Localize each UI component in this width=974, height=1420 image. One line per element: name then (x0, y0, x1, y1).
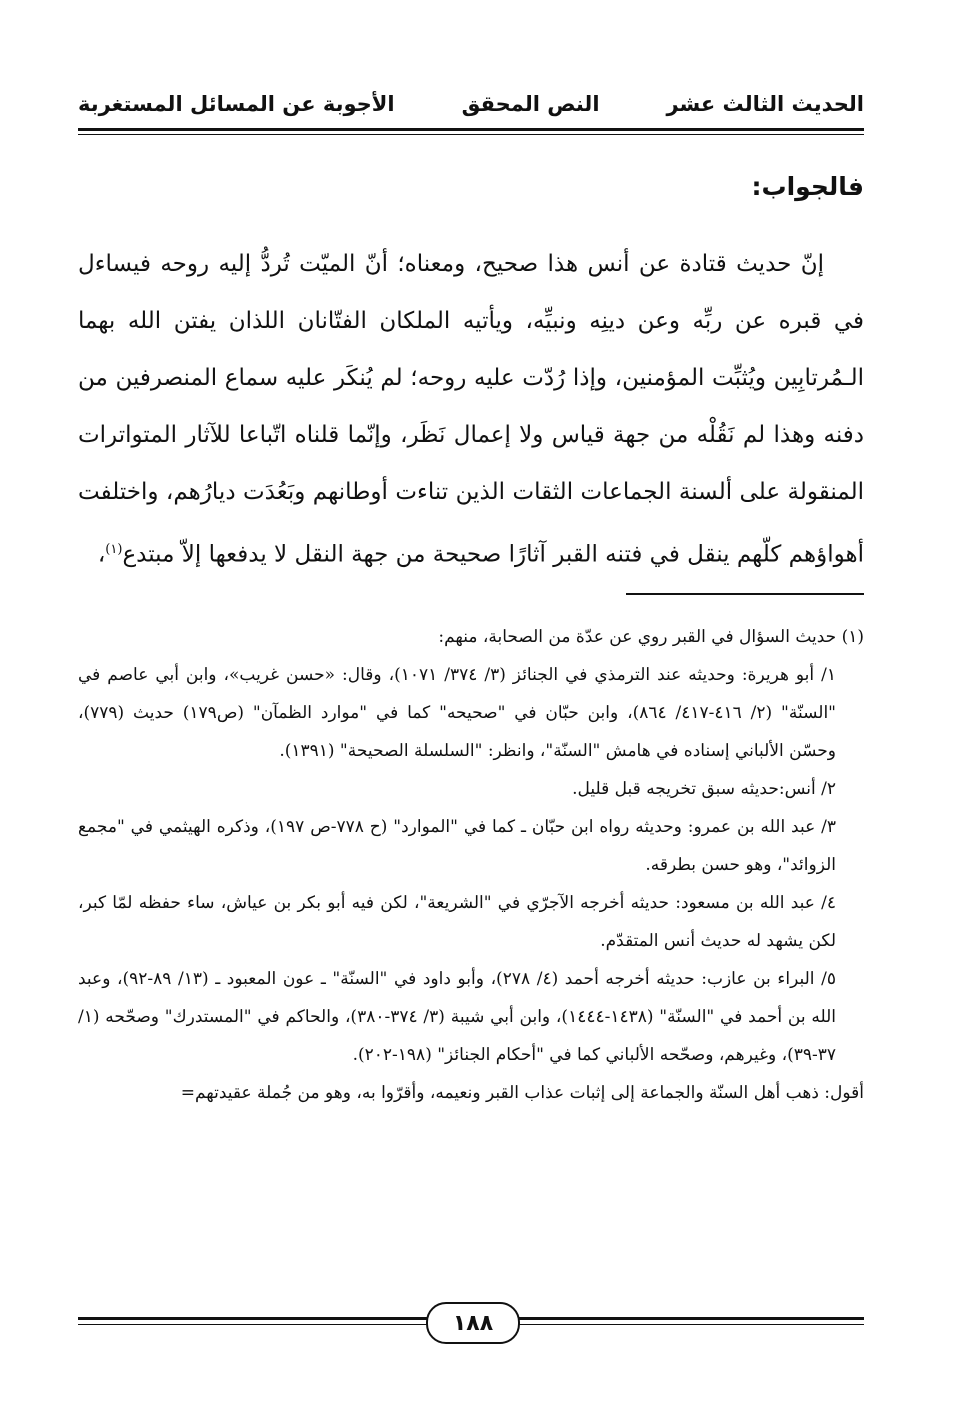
running-header (78, 84, 864, 124)
footnote-item: ٤/ عبد الله بن مسعود: حديثه أخرجه الآجرّي في "الشريعة"، لكن فيه أبو بكر بن عياش، ساء حفظه لمّا كبر، لكن يشهد له حديث أنس المتقدّم. (78, 893, 836, 951)
footnote-item: ٣/ عبد الله بن عمرو: وحديثه رواه ابن حبّان ـ كما في "الموارد" (ح ٧٧٨-ص ١٩٧)، وذكره الهيثمي في "مجمع الزوائد"، وهو حسن بطرقه. (78, 817, 837, 875)
page-number: ١٨٨ (426, 1302, 520, 1344)
footnotes-block (78, 618, 864, 1112)
main-text-block (78, 236, 864, 584)
footnote-item: ٢/ أنس:حديثه سبق تخريجه قبل قليل. (572, 779, 836, 799)
footnote-item: ٥/ البراء بن عازب: حديثه أخرجه أحمد (٤/ ٢٧٨)، وأبو داود في "السنّة" ـ عون المعبود ـ (١٣/ ٨٩-٩٢)، وعبد الله بن أحمد في "السنّة" (١٤٣٨-١٤٤٤)، وابن أبي شيبة (٣/ ٣٧٤-٣٨٠)، والحاكم في "المستدرك" وصحّحه (١/ ٣٧-٣٩)، وغيرهم، وصحّحه الألباني كما في "أحكام الجنائز" (١٩٨-٢٠٢). (78, 969, 837, 1065)
header-rule-thin (78, 134, 864, 135)
footnote-item: ١/ أبو هريرة: وحديثه عند الترمذي في الجنائز (٣/ ٣٧٤/ ١٠٧١)، وقال: «حسن غريب»، وابن أبي عاصم في "السنّة" (٢/ ٤١٦-٤١٧/ ٨٦٤)، وابن حبّان في "صحيحه" كما في "موارد الظمآن" (ص١٧٩) حديث (٧٧٩)، وحسّن الألباني إسناده في هامش "السنّة"، وانظر: "السلسلة الصحيحة" (١٣٩١). (78, 665, 836, 761)
footnote-separator (626, 593, 864, 595)
header-chapter-title: الحديث الثالث عشر (666, 92, 864, 116)
footnote-closing: أقول: ذهب أهل السنّة والجماعة إلى إثبات عذاب القبر ونعيمه، وأقرّوا به، وهو من جُملة عقيدتهم= (180, 1083, 864, 1103)
header-book-title: الأجوبة عن المسائل المستغربة (78, 92, 395, 116)
page-footer (78, 1300, 864, 1350)
footnote-intro: (١) حديث السؤال في القبر روي عن عدّة من الصحابة، منهم: (438, 627, 864, 647)
header-section-title: النص المحقق (461, 92, 600, 116)
answer-heading: فالجواب: (751, 172, 864, 201)
footnote-reference: (١) (105, 542, 123, 557)
header-rule-thick (78, 128, 864, 131)
main-paragraph (78, 236, 864, 584)
main-paragraph-end: ، (97, 541, 106, 568)
main-paragraph-text: إنّ حديث قتادة عن أنس هذا صحيح، ومعناه؛ أنّ الميّت تُردُّ إليه روحه فيساءل في قبره عن ربِّه وعن دينِه ونبيِّه، ويأتيه الملكان الفتّانان اللذان يفتن الله بهما الـمُرتابِين ويُثبِّت المؤمنين، وإذا رُدّت عليه روحه؛ لم يُنكَر عليه سماع المنصرفين من دفنه وهذا لم نَقُلْه من جهة قياس ولا إعمال نَظَر، وإنّما قلناه اتّباعا للآثار المتواترات المنقولة على ألسنة الجماعات الثقات الذين تناءت أوطانهم وبَعُدَت ديارُهم، واختلفت أهواؤهم كلّهم ينقل في فتنه القبر آثارًا صحيحة من جهة النقل لا يدفعها إلاّ مبتدع (78, 251, 864, 568)
